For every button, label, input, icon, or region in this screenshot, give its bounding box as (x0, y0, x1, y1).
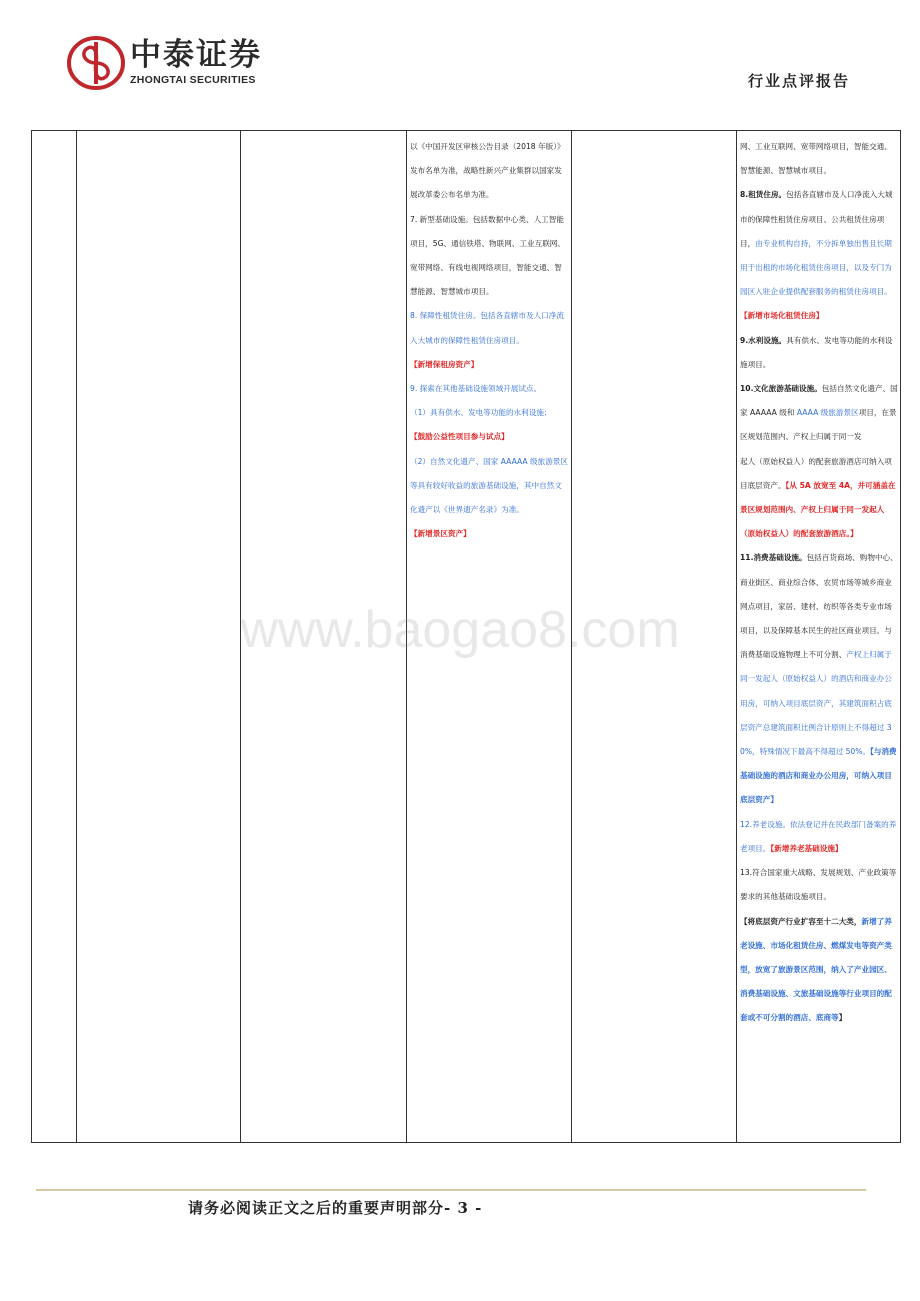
page-header (0, 0, 920, 130)
text-segment: 网、工业互联网、宽带网络项目，智能交通、智慧能源、智慧城市项目。 (740, 142, 892, 176)
report-type-label: 行业点评报告 (747, 72, 850, 90)
old-policy-paragraph: 【鼓励公益性项目参与试点】 (410, 432, 509, 442)
old-policy-paragraph: 8. 保障性租赁住房。包括各直辖市及人口净流入大城市的保障性租赁住房项目。 (410, 311, 564, 345)
text-segment: 包括百货商场、购物中心、商业街区、商业综合体、农贸市场等城乡商业网点项目，家居、建材、纺织等各类专业市场项目，以及保障基本民生的社区商业项目。与消费基础设施物理上不可分割、 (740, 553, 898, 660)
text-segment: 【将底层资产行业扩容至十二大类， (740, 916, 862, 926)
new-policy-paragraph (740, 861, 898, 909)
table-cell-5 (572, 131, 737, 1143)
footer-disclaimer: 请务必阅读正文之后的重要声明部分- 3 - (188, 1199, 483, 1217)
old-policy-paragraph: （2）自然文化遗产、国家 AAAAA 级旅游景区等具有较好收益的旅游基础设施，其中自然文化遗产以《世界遗产名录》为准。 (410, 456, 568, 515)
text-segment: 【与消费基础设施的酒店和商业办公用房，可纳入项目底层资产】 (740, 747, 897, 805)
comparison-table (31, 130, 901, 1143)
text-segment: 包括各直辖市及人口净流入大城市的保障性租赁住房项目、公共租赁住房项目， (740, 190, 893, 248)
new-policy-paragraph (740, 813, 898, 861)
new-policy-text (737, 131, 900, 1031)
text-segment: 起人（原始权益人）的配套旅游酒店可纳入项目底层资产。 (740, 456, 892, 490)
text-segment: 10.文化旅游基础设施。 (740, 384, 822, 394)
old-policy-paragraph: 9. 探索在其他基础设施领域开展试点。 (410, 384, 542, 394)
text-segment: 具有供水、发电等功能的水利设施项目。 (740, 335, 893, 369)
new-policy-paragraph (740, 135, 898, 183)
table-cell-1 (32, 131, 77, 1143)
text-segment: 13.符合国家重大战略、发展规划、产业政策等要求的其他基础设施项目。 (740, 868, 897, 902)
table-row (32, 131, 901, 1143)
text-segment: 12.养老设施。依法登记并在民政部门备案的养老项目。 (740, 819, 897, 853)
new-policy-paragraph (740, 546, 898, 812)
text-segment: 由专业机构自持，不分拆单独出售且长期用于出租的市场化租赁住房项目，以及专门为园区入驻企业提供配套服务的租赁住房项目。 (740, 238, 892, 297)
table-cell-2 (77, 131, 241, 1143)
text-segment: 】 (838, 1013, 847, 1023)
watermark-text: www.baogao8.com (240, 601, 680, 659)
table-cell-old-policy (407, 131, 572, 1143)
new-policy-paragraph (740, 450, 898, 547)
old-policy-paragraph: 【新增景区资产】 (410, 529, 471, 539)
text-segment: 8.租赁住房。 (740, 190, 787, 200)
zhongtai-logo-icon (66, 36, 126, 90)
old-policy-text (407, 131, 571, 546)
footer-divider (36, 1189, 866, 1191)
old-policy-paragraph: 【新增保租房资产】 (410, 359, 479, 369)
table-cell-new-policy (737, 131, 901, 1143)
text-segment: 9.水利设施。 (740, 335, 787, 345)
brand-name-cn: 中泰证券 (130, 37, 262, 73)
text-segment: 【新增市场化租赁住房】 (740, 311, 824, 321)
text-segment: 产权上归属于同一发起人（原始权益人）的酒店和商业办公用房，可纳入项目底层资产，其建筑面积占底层资产总建筑面积比例合计原则上不得超过 30%，特殊情况下最高不得超过 50%。 (740, 650, 892, 757)
text-segment: 包括自然文化遗产、国家 AAAAA 级和 (740, 384, 898, 418)
text-segment: 11.消费基础设施。 (740, 553, 807, 563)
text-segment: 项目，在景区规划范围内、产权上归属于同一发 (740, 408, 897, 442)
new-policy-paragraph (740, 910, 898, 1031)
text-segment: 【从 5A 放宽至 4A，并可涵盖在景区规划范围内、产权上归属于同一发起人（原始权益人）的配套旅游酒店。】 (740, 480, 896, 539)
brand-name-en: ZHONGTAI SECURITIES (130, 74, 256, 86)
text-segment: 【新增养老基础设施】 (770, 843, 843, 853)
new-policy-paragraph (740, 329, 898, 377)
old-policy-paragraph: 以《中国开发区审核公告目录（2018 年版）》发布名单为准，战略性新兴产业集群以国家发展改革委公布名单为准。 (410, 142, 565, 200)
old-policy-paragraph: （1）具有供水、发电等功能的水利设施； (410, 408, 552, 418)
old-policy-paragraph: 7. 新型基础设施。包括数据中心类、人工智能项目，5G、通信铁塔、物联网、工业互联网、宽带网络、有线电视网络项目，智能交通、智慧能源、智慧城市项目。 (410, 214, 565, 297)
text-segment: 新增了养老设施、市场化租赁住房、燃煤发电等资产类型，放宽了旅游景区范围，纳入了产业园区、消费基础设施、文旅基础设施等行业项目的配套或不可分割的酒店、底商等 (740, 916, 892, 1023)
text-segment: AAAA 级旅游景区 (796, 408, 859, 418)
new-policy-paragraph (740, 183, 898, 328)
new-policy-paragraph (740, 377, 898, 450)
table-cell-3 (241, 131, 407, 1143)
